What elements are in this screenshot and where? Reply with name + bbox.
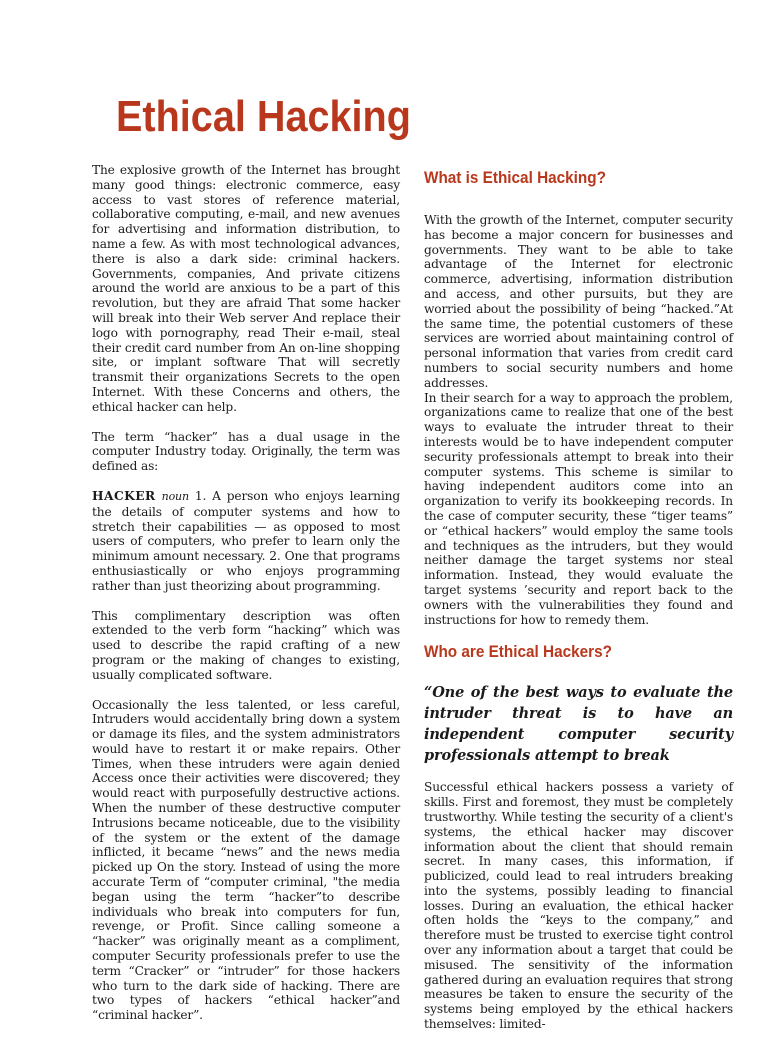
definition-pos: noun — [161, 489, 189, 503]
intruders-paragraph: Occasionally the less talented, or less careful, Intruders would accidentally bring down a system or damage its files, and the system administrators would have to restart it or make repairs. Other Times, when these intruders were again denied Access once their activities were discovered; they would react with purposefully destructive actions. When the number of these destructive computer Intrusions became noticeable, due to the visibility of the system or the extent of the damage inflicted, it became “news” and the news media picked up On the story. Instead of using the more accurate Term of “computer criminal, "the media began using the term “hacker”to describe individuals who break into computers for fun, revenge, or Profit. Since calling someone a “hacker” was originally meant as a compliment, computer Security professionals prefer to use the term “Cracker” or “intruder” for those hackers who turn to the dark side of hacking. There are two types of hackers “ethical hacker”and “criminal hacker”. — [92, 697, 400, 1023]
document-title: Ethical Hacking — [116, 92, 411, 141]
left-column — [92, 163, 400, 1038]
hacker-term-paragraph: The term “hacker” has a dual usage in the computer Industry today. Originally, the term was defined as: — [92, 429, 400, 474]
what-is-ethical-hacking-heading: What is Ethical Hacking? — [424, 168, 606, 187]
internet-security-paragraph: With the growth of the Internet, computer security has become a major concern for businesses and governments. They want to be able to take advantage of the Internet for electronic commerce, advertising, information distribution and access, and other pursuits, but they are worried about the possibility of being “hacked.”At the same time, the potential customers of these services are worried about maintaining control of personal information that varies from credit card numbers to social security numbers and home addresses. — [424, 213, 733, 390]
who-are-ethical-hackers-heading: Who are Ethical Hackers? — [424, 642, 612, 662]
hacking-verb-paragraph: This complimentary description was often extended to the verb form “hacking” which was used to describe the rapid crafting of a new program or the making of changes to existing, usually complicated software. — [92, 608, 400, 682]
intro-paragraph: The explosive growth of the Internet has brought many good things: electronic commerce, easy access to vast stores of reference material, collaborative computing, e-mail, and new avenues for advertising and information distribution, to name a few. As with most technological advances, there is also a dark side: criminal hackers. Governments, companies, And private citizens around the world are anxious to be a part of this revolution, but they are afraid That some hacker will break into their Web server And replace their logo with pornography, read Their e-mail, steal their credit card number from An on-line shopping site, or implant software That will secretly transmit their organizations Secrets to the open Internet. With these Concerns and others, the ethical hacker can help. — [92, 163, 400, 414]
hacker-definition — [92, 489, 400, 594]
right-column — [424, 168, 733, 1047]
skills-paragraph: Successful ethical hackers possess a variety of skills. First and foremost, they must be completely trustworthy. While testing the security of a client's systems, the ethical hacker may discover information about the client that should remain secret. In many cases, this information, if publicized, could lead to real intruders breaking into the systems, possibly leading to financial losses. During an evaluation, the ethical hacker often holds the “keys to the company,” and therefore must be trusted to exercise tight control over any information about a target that could be misused. The sensitivity of the information gathered during an evaluation requires that strong measures be taken to ensure the security of the systems being employed by the ethical hackers themselves: limited- — [424, 780, 733, 1032]
definition-text: 1. A person who enjoys learning the details of computer systems and how to stretch their capabilities — as opposed to most users of computers, who prefer to learn only the minimum amount necessary. 2. One that programs enthusiastically or who enjoys programming rather than just theorizing about programming. — [92, 488, 400, 593]
tiger-teams-paragraph: In their search for a way to approach the problem, organizations came to realize that one of the best ways to evaluate the intruder threat to their interests would be to have independent computer security professionals attempt to break into their computer systems. This scheme is similar to having independent auditors come into an organization to verify its bookkeeping records. In the case of computer security, these “tiger teams” or “ethical hackers” would employ the same tools and techniques as the intruders, but they would neither damage the target systems nor steal information. Instead, they would evaluate the target systems ’security and report back to the owners with the vulnerabilities they found and instructions for how to remedy them. — [424, 390, 733, 627]
pull-quote: “One of the best ways to evaluate the intruder threat is to have an independent computer security professionals attempt to break — [424, 684, 733, 765]
definition-term: HACKER — [92, 488, 156, 503]
